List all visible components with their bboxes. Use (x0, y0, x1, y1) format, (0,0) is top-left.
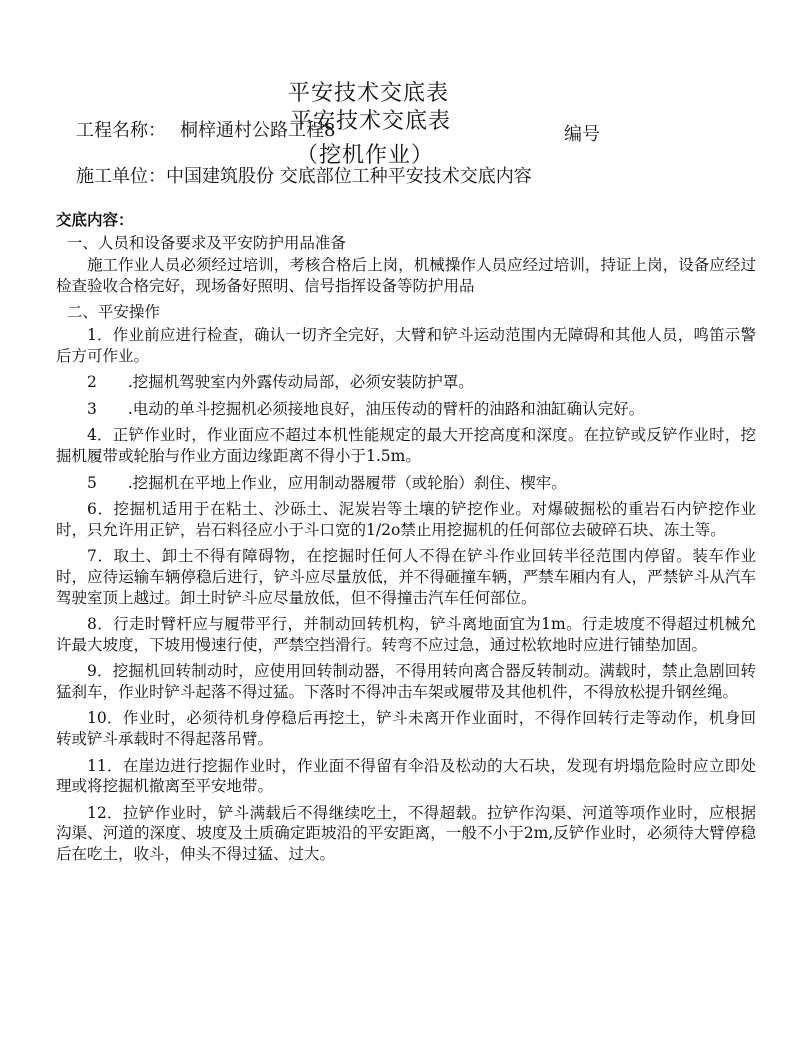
disclosure-content (56, 210, 756, 871)
serial-label: 编号 (564, 124, 600, 145)
section-heading-personnel: 一、人员和设备要求及平安防护用品准备 (66, 233, 346, 252)
operation-item-12: 12．拉铲作业时，铲斗满载后不得继续吃土，不得超载。拉铲作沟渠、河道等项作业时，应根据沟渠、河道的深度、坡度及土质确定距坡沿的平安距离，一般不小于2m,反铲作业时，必须待大臂停稳后在吃土，收斗，伸头不得过猛、过大。 (56, 803, 756, 864)
title-line-1: 平安技术交底表 (288, 81, 450, 106)
title-line-3: （挖机作业） (296, 143, 435, 168)
operation-item-10: 10．作业时，必须待机身停稳后再挖土，铲斗未离开作业面时，不得作回转行走等动作，机身回转或铲斗承载时不得起落吊臂。 (56, 709, 756, 749)
operation-item-4: 4．正铲作业时，作业面应不超过本机性能规定的最大开挖高度和深度。在拉铲或反铲作业时，挖掘机履带或轮胎与作业方面边缘距离不得小于1.5m。 (56, 426, 756, 465)
unit-line: 施工单位：中国建筑股份 交底部位工种平安技术交底内容 (76, 166, 532, 187)
project-value: 桐梓通村公路工程8 (180, 120, 336, 141)
operation-item-11: 11．在崖边进行挖掘作业时，作业面不得留有伞沿及松动的大石块，发现有坍塌危险时应立即处理或将挖掘机撤离至平安地带。 (56, 756, 756, 796)
section-heading-operation: 二、平安操作 (66, 303, 160, 322)
operation-item-6: 6．挖掘机适用于在粘土、沙砾土、泥炭岩等土壤的铲挖作业。对爆破掘松的重岩石内铲挖作业时，只允许用正铲，岩石料径应小于斗口宽的1/2o禁止用挖掘机的任何部位去破碎石块、冻土等。 (56, 500, 756, 539)
title-line-2: 平安技术交底表 (290, 109, 452, 134)
operation-item-8: 8．行走时臂杆应与履带平行，并制动回转机构，铲斗离地面宜为1m。行走坡度不得超过机械允许最大坡度，下坡用慢速行使，严禁空挡滑行。转弯不应过急，通过松软地时应进行铺垫加固。 (56, 615, 756, 654)
operation-item-7: 7．取土、卸土不得有障碍物，在挖掘时任何人不得在铲斗作业回转半径范围内停留。装车作业时，应待运输车辆停稳后进行，铲斗应尽量放低，并不得砸撞车辆，严禁车厢内有人，严禁铲斗从汽车驾驶室顶上越过。卸土时铲斗应尽量放低，但不得撞击汽车任何部位。 (56, 547, 756, 607)
operation-item-9: 9．挖掘机回转制动时，应使用回转制动器，不得用转向离合器反转制动。满载时，禁止急剧回转猛刹车，作业时铲斗起落不得过猛。下落时不得冲击车架或履带及其他机件，不得放松提升钢丝绳。 (56, 662, 756, 701)
paragraph-personnel: 施工作业人员必须经过培训，考核合格后上岗，机械操作人员应经过培训，持证上岗，设备应经过检查验收合格完好，现场备好照明、信号指挥设备等防护用品 (56, 256, 756, 295)
operation-item-3: 3 .电动的单斗挖掘机必须接地良好，油压传动的臂杆的油路和油缸确认完好。 (87, 399, 645, 418)
operation-item-1: 1．作业前应进行检查，确认一切齐全完好，大臂和铲斗运动范围内无障碍和其他人员，鸣笛示警后方可作业。 (56, 325, 756, 365)
content-heading: 交底内容： (56, 210, 134, 229)
operation-item-5: 5 .挖掘机在平地上作业，应用制动器履带（或轮胎）刹住、楔牢。 (87, 473, 567, 492)
project-label: 工程名称： (76, 120, 166, 141)
operation-item-2: 2 .挖掘机驾驶室内外露传动局部，必须安装防护罩。 (87, 373, 474, 392)
